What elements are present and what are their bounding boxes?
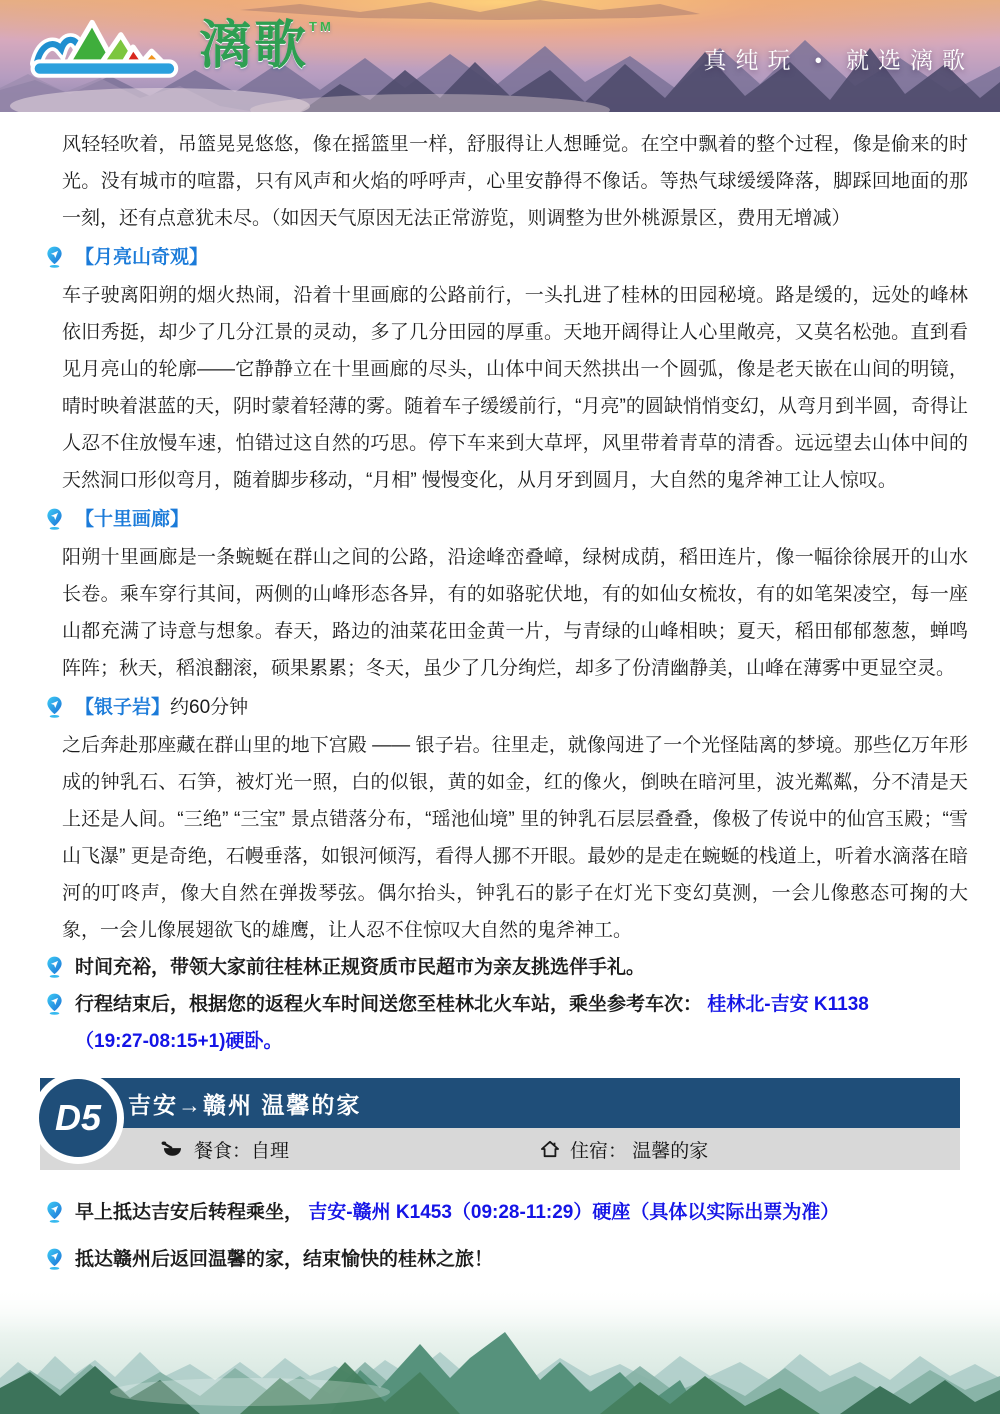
- note-return-train: [46, 986, 968, 1060]
- meal-icon: [160, 1140, 184, 1158]
- section-title: 【十里画廊】: [75, 508, 190, 530]
- stay-label: 住宿： 温馨的家: [570, 1140, 709, 1162]
- brand-name-text: 漓歌: [199, 15, 310, 76]
- trademark-label: TM: [309, 19, 334, 34]
- note-text: [75, 986, 968, 1060]
- note-text-plain: 时间充裕，带领大家前往桂林正规资质市民超市为亲友挑选伴手礼。: [75, 957, 646, 978]
- note-text: [75, 1194, 968, 1231]
- brand-name: [199, 15, 334, 76]
- location-pin-icon: [46, 246, 63, 268]
- train-number: 吉安-赣州 K1453（09:28-11:29）硬座（具体以实际出票为准）: [308, 1202, 840, 1223]
- section-suffix: 约60分钟: [170, 696, 249, 718]
- note-arrive-home: [46, 1241, 968, 1278]
- day5-badge: D5: [32, 1072, 124, 1164]
- train-schedule: （19:27-08:15+1)硬卧。: [75, 1031, 283, 1052]
- location-pin-icon: [46, 1248, 63, 1270]
- note-text-plain: 抵达赣州后返回温馨的家，结束愉快的桂林之旅！: [75, 1249, 494, 1270]
- intro-paragraph: 风轻轻吹着，吊篮晃晃悠悠，像在摇篮里一样，舒服得让人想睡觉。在空中飘着的整个过程，像是偷来的时光。没有城市的喧嚣，只有风声和火焰的呼呼声，心里安静得不像话。等热气球缓缓降落，脚踩回地面的那一刻，还有点意犹未尽。（如因天气原因无法正常游览，则调整为世外桃源景区，费用无增减）: [62, 134, 968, 229]
- location-pin-icon: [46, 993, 63, 1015]
- note-souvenir-shopping: [46, 949, 968, 986]
- section-title: 【银子岩】: [75, 696, 171, 718]
- day5-title-bar: [40, 1078, 960, 1128]
- footer-banner: [0, 1292, 1000, 1414]
- location-pin-icon: [46, 956, 63, 978]
- brand-logo: [26, 6, 334, 86]
- note-text-plain: 早上抵达吉安后转程乘坐，: [75, 1202, 304, 1223]
- section-body-moon-hill: 车子驶离阳朔的烟火热闹，沿着十里画廊的公路前行，一头扎进了桂林的田园秘境。路是缓的，远处的峰林依旧秀挺，却少了几分江景的灵动，多了几分田园的厚重。天地开阔得让人心里敞亮，又莫名松弛。直到看见月亮山的轮廓——它静静立在十里画廊的尽头，山体中间天然拱出一个圆弧，像是老天嵌在山间的明镜，晴时映着湛蓝的天，阴时蒙着轻薄的雾。随着车子缓缓前行，“月亮”的圆缺悄悄变幻，从弯月到半圆，奇得让人忍不住放慢车速，怕错过这自然的巧思。停下车来到大草坪，风里带着青草的清香。远远望去山体中间的天然洞口形似弯月，随着脚步移动，“月相” 慢慢变化，从月牙到圆月，大自然的鬼斧神工让人惊叹。: [62, 285, 968, 491]
- section-body-ten-mile-gallery: 阳朔十里画廊是一条蜿蜒在群山之间的公路，沿途峰峦叠嶂，绿树成荫，稻田连片，像一幅徐徐展开的山水长卷。乘车穿行其间，两侧的山峰形态各异，有的如骆驼伏地，有的如仙女梳妆，有的如笔架凌空，每一座山都充满了诗意与想象。春天，路边的油菜花田金黄一片，与青绿的山峰相映；夏天，稻田郁郁葱葱，蝉鸣阵阵；秋天，稻浪翻滚，硕果累累；冬天，虽少了几分绚烂，却多了份清幽静美，山峰在薄雾中更显空灵。: [62, 547, 968, 679]
- note-text-plain: 行程结束后，根据您的返程火车时间送您至桂林北火车站，乘坐参考车次：: [75, 994, 703, 1015]
- mountain-logo-icon: [26, 6, 191, 86]
- itinerary-content: [62, 126, 968, 1060]
- section-title: 【月亮山奇观】: [75, 246, 209, 268]
- note-transfer-train: [46, 1194, 968, 1231]
- brand-slogan: 真纯玩 • 就选漓歌: [703, 48, 974, 73]
- location-pin-icon: [46, 508, 63, 530]
- header-banner: [0, 0, 1000, 112]
- stay-info: [540, 1136, 708, 1163]
- section-heading-ten-mile-gallery: [46, 499, 968, 539]
- day5-title: 吉安→赣州 温馨的家: [128, 1091, 362, 1118]
- note-text: [75, 1241, 968, 1278]
- home-icon: [540, 1140, 560, 1158]
- location-pin-icon: [46, 696, 63, 718]
- green-karst-mountains-image: [0, 1292, 1000, 1414]
- meal-label: 餐食：自理: [194, 1140, 290, 1162]
- location-pin-icon: [46, 1201, 63, 1223]
- train-number: 桂林北-吉安 K1138: [707, 994, 869, 1015]
- day5-header: [40, 1078, 960, 1170]
- section-heading-moon-hill: [46, 237, 968, 277]
- section-body-silver-cave: 之后奔赴那座藏在群山里的地下宫殿 —— 银子岩。往里走，就像闯进了一个光怪陆离的梦境。那些亿万年形成的钟乳石、石笋，被灯光一照，白的似银，黄的如金，红的像火，倒映在暗河里，波光粼粼，分不清是天上还是人间。“三绝” “三宝” 景点错落分布，“瑶池仙境” 里的钟乳石层层叠叠，像极了传说中的仙宫玉殿；“雪山飞瀑” 更是奇绝，石幔垂落，如银河倾泻，看得人挪不开眼。最妙的是走在蜿蜒的栈道上，听着水滴落在暗河的叮咚声，像大自然在弹拨琴弦。偶尔抬头，钟乳石的影子在灯光下变幻莫测，一会儿像憨态可掬的大象，一会儿像展翅欲飞的雄鹰，让人忍不住惊叹大自然的鬼斧神工。: [62, 735, 968, 941]
- section-heading-silver-cave: [46, 687, 968, 727]
- note-text: [75, 949, 968, 986]
- day5-meal-stay-bar: [40, 1128, 960, 1170]
- meal-info: [160, 1136, 540, 1163]
